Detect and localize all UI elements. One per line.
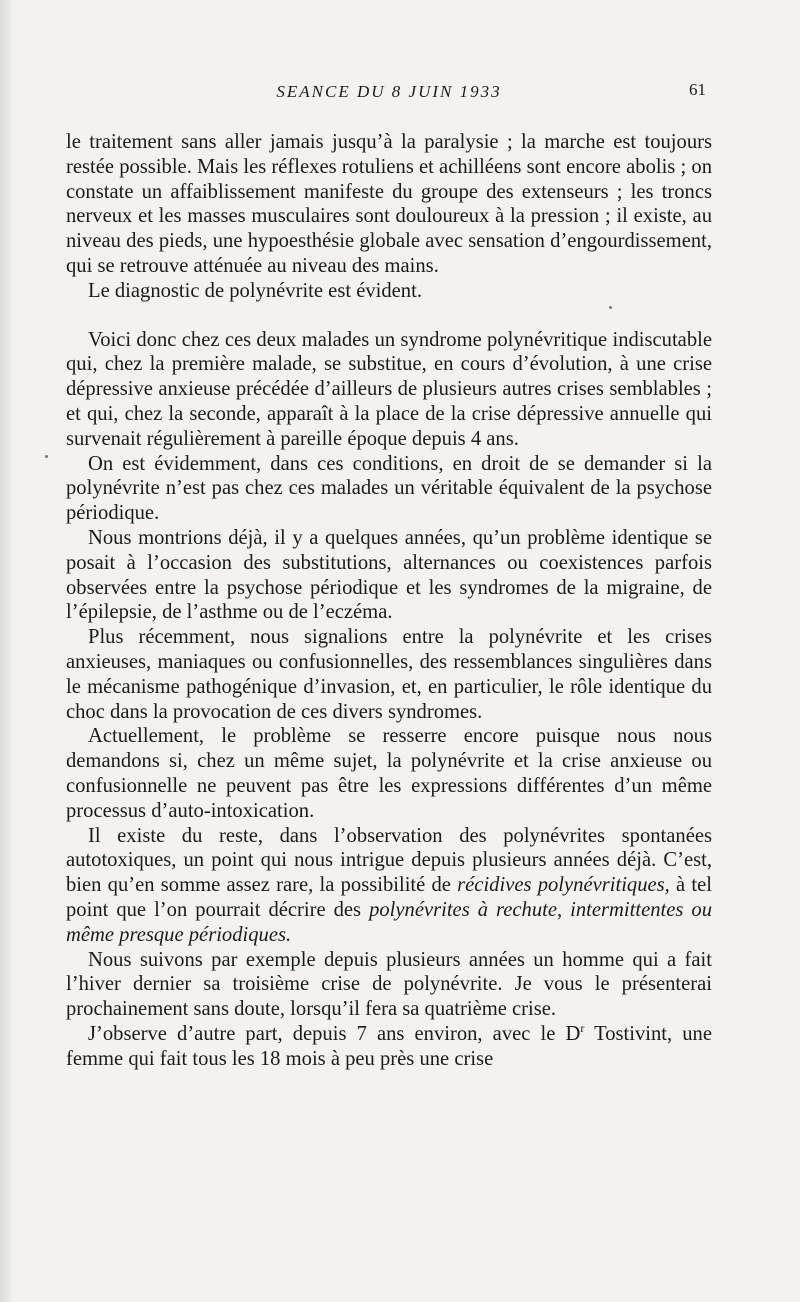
paragraph: [66, 1022, 712, 1072]
paragraph-text: Il existe du reste, dans l’observation des polynévrites spontanées autotoxiques, un point qui nous intrigue depuis plusieurs années déjà. C’est, bien qu’en somme assez rare, la possibilité de: [66, 824, 712, 897]
paragraph: Voici donc chez ces deux malades un syndrome polynévritique indiscutable qui, chez la première malade, se substitue, en cours d’évolution, à une crise dépressive anxieuse précédée d’ailleurs de plusieurs autres crises semblables ; et qui, chez la seconde, apparaît à la place de la crise dépressive annuelle qui survenait régulièrement à pareille époque depuis 4 ans.: [66, 328, 712, 450]
paragraph: [66, 824, 712, 948]
print-speck: [45, 455, 48, 458]
page-edge-shadow: [0, 0, 14, 1302]
paragraph: Le diagnostic de polynévrite est évident.: [88, 279, 422, 302]
paragraph-text: Tostivint, une femme qui fait tous les 18 mois à peu près une crise: [66, 1022, 712, 1070]
page-number: 61: [689, 80, 706, 99]
paragraph: On est évidemment, dans ces conditions, en droit de se demander si la polynévrite n’est pas chez ces malades un véritable équivalent de la psychose périodique.: [66, 452, 712, 525]
italic-term: polynévrites à rechute, intermittentes ou même presque périodiques.: [66, 898, 712, 946]
paragraph: Plus récemment, nous signalions entre la polynévrite et les crises anxieuses, maniaques ou confusionnelles, des ressemblances singulières dans le mécanisme pathogénique d’invasion, et, en particulier, le rôle identique du choc dans la provocation de ces divers syndromes.: [66, 626, 712, 723]
paragraph: Nous montrions déjà, il y a quelques années, qu’un problème identique se posait à l’occasion des substitutions, alternances ou coexistences parfois observées entre la psychose périodique et les syndromes de la migraine, de l’épilepsie, de l’asthme ou de l’eczéma.: [66, 526, 712, 624]
paragraph: Nous suivons par exemple depuis plusieurs années un homme qui a fait l’hiver dernier sa troisième crise de polynévrite. Je vous le présenterai prochainement sans doute, lorsqu’il fera sa quatrième crise.: [66, 948, 712, 1021]
paragraph-text: J’observe d’autre part, depuis 7 ans environ, avec le D: [88, 1022, 581, 1045]
paragraph-text: à tel point que l’on pourrait décrire des: [66, 874, 712, 921]
book-page: [66, 78, 712, 1071]
paragraph: Actuellement, le problème se resserre encore puisque nous nous demandons si, chez un même sujet, la polynévrite et la crise anxieuse ou confusionnelle ne peuvent pas être les expressions différentes d’un même processus d’auto-intoxication.: [66, 725, 712, 822]
running-head: [66, 78, 712, 108]
italic-term: récidives polynévritiques,: [457, 874, 670, 897]
body-text: [66, 130, 712, 1071]
superscript: r: [580, 1021, 585, 1036]
running-title: SEANCE DU 8 JUIN 1933: [276, 82, 502, 101]
paragraph: le traitement sans aller jamais jusqu’à la paralysie ; la marche est toujours restée possible. Mais les réflexes rotuliens et achilléens sont encore abolis ; on constate un affaiblissement manifeste du groupe des extenseurs ; les troncs nerveux et les masses musculaires sont douloureux à la pression ; il existe, au niveau des pieds, une hypoesthésie globale avec sensation d’engourdissement, qui se retrouve atténuée au niveau des mains.: [66, 131, 712, 277]
